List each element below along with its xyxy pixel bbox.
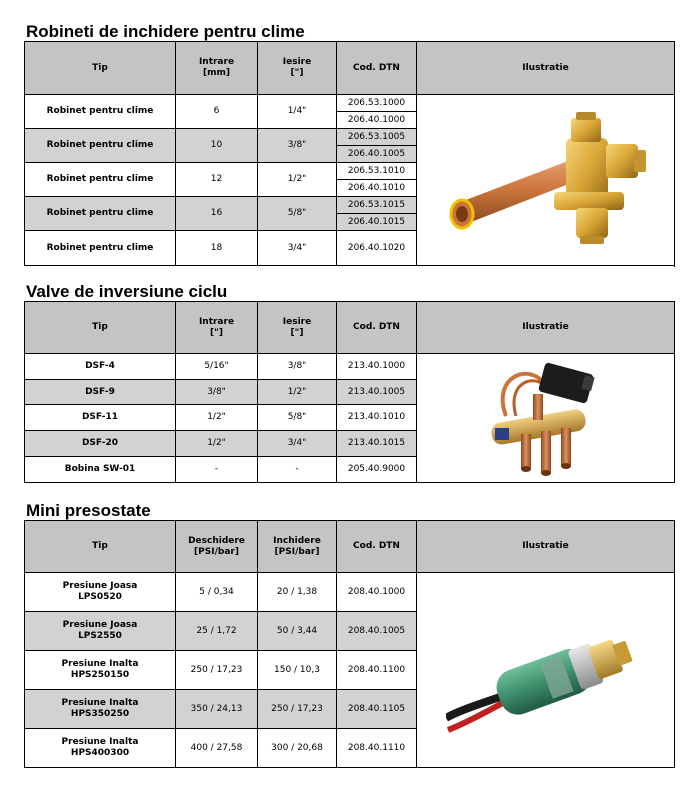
table-row: Robinet pentru clime 10 3/8" 206.53.1005	[25, 129, 675, 146]
table-row: Presiune Joasa LPS0520 5 / 0,34 20 / 1,38 208.40.1000	[25, 573, 675, 612]
shutoff-valve-image	[426, 100, 666, 260]
section-title-presostate: Mini presostate	[26, 501, 151, 520]
table-row: Presiune Inalta HPS350250 350 / 24,13 250 / 17,23 208.40.1105	[25, 690, 675, 729]
table-row: DSF-11 1/2" 5/8" 213.40.1010	[25, 405, 675, 431]
section-title-robineti: Robineti de inchidere pentru clime	[26, 22, 305, 41]
section-title-valve: Valve de inversiune ciclu	[26, 282, 228, 301]
table-valve	[24, 301, 675, 483]
header-tip: Tip	[25, 302, 176, 354]
header-iesire: Iesire ["]	[258, 42, 337, 95]
header-iesire: Iesire ["]	[258, 302, 337, 354]
pressure-switch-image	[446, 600, 646, 740]
header-cod: Cod. DTN	[337, 42, 417, 95]
header-inchidere: Inchidere [PSI/bar]	[258, 521, 337, 573]
reversing-valve-image	[471, 356, 621, 481]
header-ilustratie: Ilustratie	[417, 521, 675, 573]
header-ilustratie: Ilustratie	[417, 302, 675, 354]
table-row: DSF-9 3/8" 1/2" 213.40.1005	[25, 380, 675, 405]
illustration-cell	[417, 354, 675, 483]
table-row: DSF-4 5/16" 3/8" 213.40.1000	[25, 354, 675, 380]
header-intrare: Intrare ["]	[176, 302, 258, 354]
header-tip: Tip	[25, 42, 176, 95]
table-row: Presiune Inalta HPS400300 400 / 27,58 300 / 20,68 208.40.1110	[25, 729, 675, 768]
table-row: Robinet pentru clime 18 3/4" 206.40.1020	[25, 231, 675, 266]
table-row: Bobina SW-01 - - 205.40.9000	[25, 457, 675, 483]
table-row: Presiune Joasa LPS2550 25 / 1,72 50 / 3,44 208.40.1005	[25, 612, 675, 651]
table-row: Robinet pentru clime 6 1/4" 206.53.1000	[25, 95, 675, 112]
table-presostate	[24, 520, 675, 768]
header-ilustratie: Ilustratie	[417, 42, 675, 95]
illustration-cell	[417, 573, 675, 768]
header-tip: Tip	[25, 521, 176, 573]
table-row: Robinet pentru clime 12 1/2" 206.53.1010	[25, 163, 675, 180]
header-cod: Cod. DTN	[337, 302, 417, 354]
illustration-cell	[417, 95, 675, 266]
table-row: Robinet pentru clime 16 5/8" 206.53.1015	[25, 197, 675, 214]
table-row: Presiune Inalta HPS250150 250 / 17,23 150 / 10,3 208.40.1100	[25, 651, 675, 690]
table-robineti: Tip Intrare [mm] Iesire ["] Cod. DTN Ilustratie Robinet pentru clime 6 1/4" 206.53.1000 206.40.1000 Robinet pentru clime 10 3/8" 206.53.1005 206.40.1005 Robinet pentru clime 12 1/2" 206.53.1010 206.40.1010 Robinet pentru clime 16 5/8" 206.53.1015 206.40.1015 Robinet pentru clime 18 3/4" 206.40.1020	[24, 41, 675, 266]
table-row: DSF-20 1/2" 3/4" 213.40.1015	[25, 431, 675, 457]
header-cod: Cod. DTN	[337, 521, 417, 573]
header-deschidere: Deschidere [PSI/bar]	[176, 521, 258, 573]
header-intrare: Intrare [mm]	[176, 42, 258, 95]
